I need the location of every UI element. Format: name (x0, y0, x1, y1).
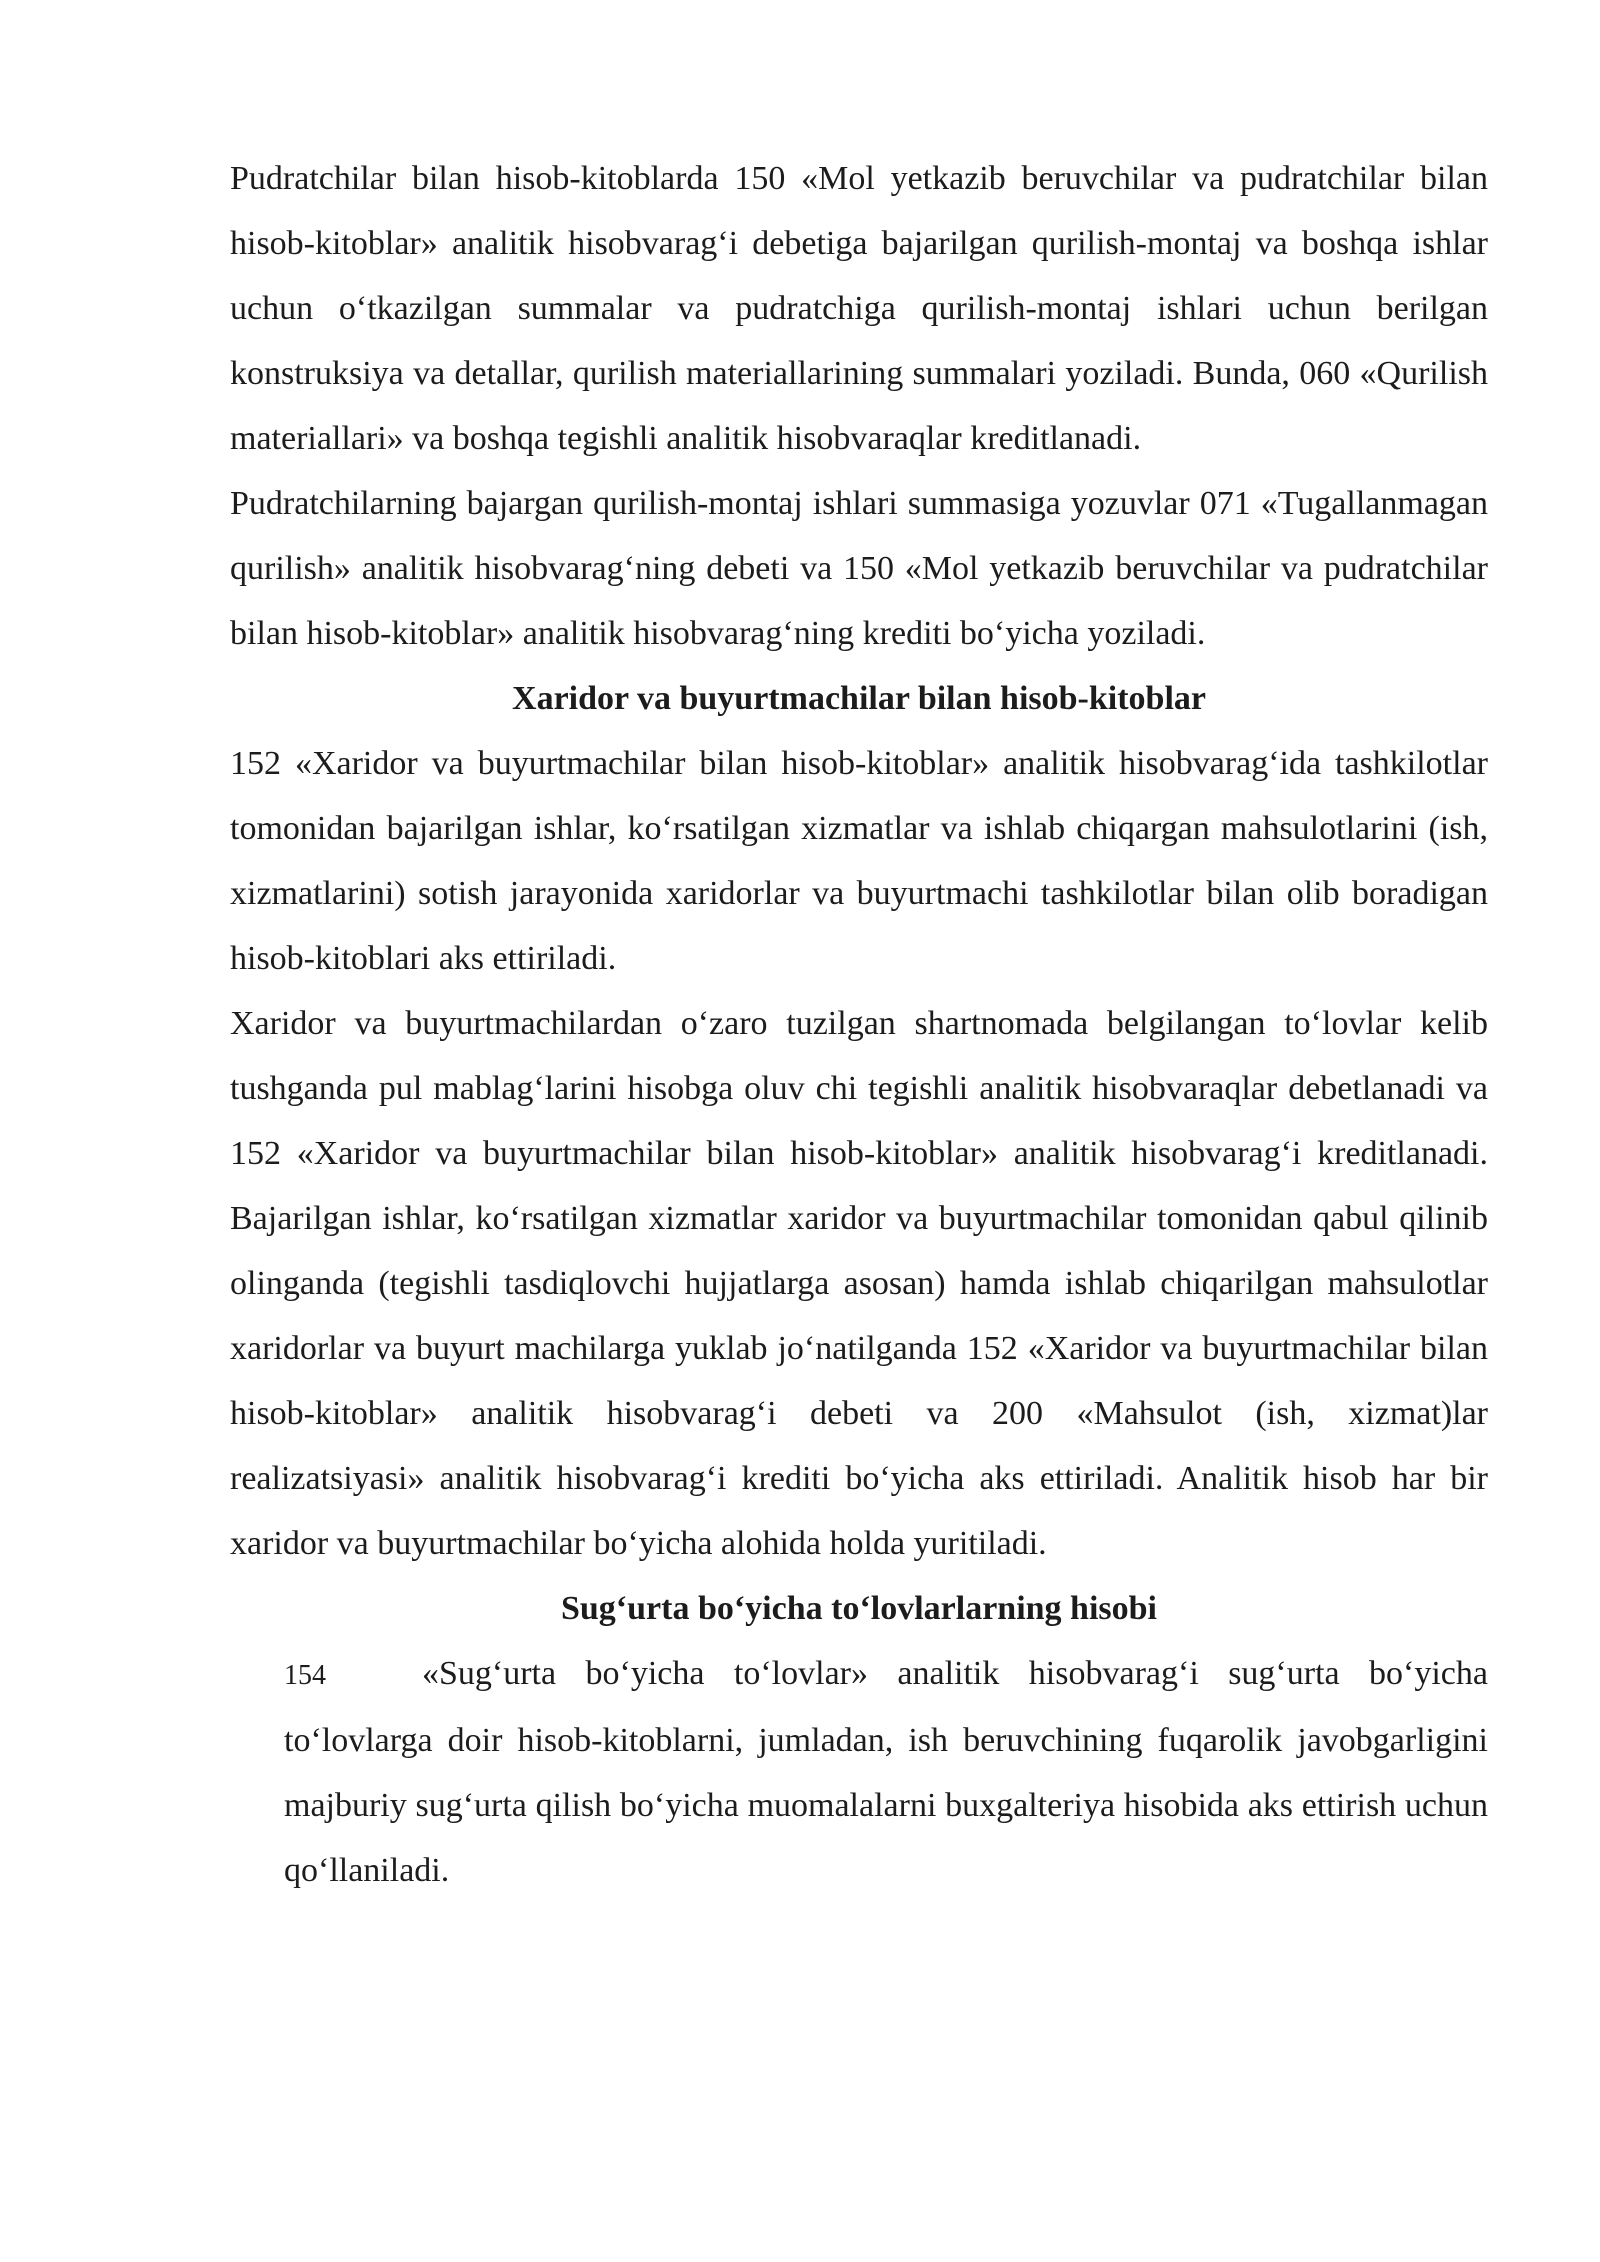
document-body (230, 146, 1488, 1903)
paragraph-account-152: 152 «Xaridor va buyurtmachilar bilan hisob-kitoblar» analitik hisobvarag‘ida tashkilotlar tomonidan bajarilgan ishlar, ko‘rsatilgan xizmatlar va ishlab chiqargan mahsulotlarini (ish, xizmatlarini) sotish jarayonida xaridorlar va buyurtmachi tashkilotlar bilan olib boradigan hisob-kitoblari aks ettiriladi. (230, 745, 1488, 977)
paragraph-contractors-work: Pudratchilarning bajargan qurilish-montaj ishlari summasiga yozuvlar 071 «Tugallanmagan qurilish» analitik hisobvarag‘ning debeti va 150 «Mol yetkazib beruvchilar va pudratchilar bilan hisob-kitoblar» analitik hisobvarag‘ning krediti bo‘yicha yoziladi. (230, 485, 1488, 652)
insurance-item-number: 154 (284, 1660, 326, 1691)
heading-buyers-settlements: Xaridor va buyurtmachilar bilan hisob-kitoblar (512, 680, 1206, 717)
paragraph-contractors-debit: Pudratchilar bilan hisob-kitoblarda 150 «Mol yetkazib beruvchilar va pudratchilar bilan hisob-kitoblar» analitik hisobvarag‘i debetiga bajarilgan qurilish-montaj va boshqa ishlar uchun o‘tkazilgan summalar va pudratchiga qurilish-montaj ishlari uchun berilgan konstruksiya va detallar, qurilish materiallarining summalari yoziladi. Bunda, 060 «Qurilish materiallari» va boshqa tegishli analitik hisobvaraqlar kreditlanadi. (230, 160, 1488, 457)
paragraph-buyers-payments: Xaridor va buyurtmachilardan o‘zaro tuzilgan shartnomada belgilangan to‘lovlar kelib tushganda pul mablag‘larini hisobga oluv chi tegishli analitik hisobvaraqlar debetlanadi va 152 «Xaridor va buyurtmachilar bilan hisob-kitoblar» analitik hisobvarag‘i kreditlanadi. Bajarilgan ishlar, ko‘rsatilgan xizmatlar xaridor va buyurtmachilar tomonidan qabul qilinib olinganda (tegishli tasdiqlovchi hujjatlarga asosan) hamda ishlab chiqarilgan mahsulotlar xaridorlar va buyurt machilarga yuklab jo‘natilganda 152 «Xaridor va buyurtmachilar bilan hisob-kitoblar» analitik hisobvarag‘i debeti va 200 «Mahsulot (ish, xizmat)lar realizatsiyasi» analitik hisobvarag‘i krediti bo‘yicha aks ettiriladi. Analitik hisob har bir xaridor va buyurtmachilar bo‘yicha alohida holda yuritiladi. (230, 1005, 1488, 1562)
insurance-item-text: «Sug‘urta bo‘yicha to‘lovlar» analitik hisobvarag‘i sug‘urta bo‘yicha to‘lovlarga doir hisob-kitoblarni, jumladan, ish beruvchining fuqarolik javobgarligini majburiy sug‘urta qilish bo‘yicha muomalalarni buxgalteriya hisobida aks ettirish uchun qo‘llaniladi. (284, 1655, 1488, 1889)
insurance-item (284, 1641, 1488, 1903)
heading-insurance-payments: Sug‘urta bo‘yicha to‘lovlarlarning hisobi (560, 1590, 1157, 1627)
